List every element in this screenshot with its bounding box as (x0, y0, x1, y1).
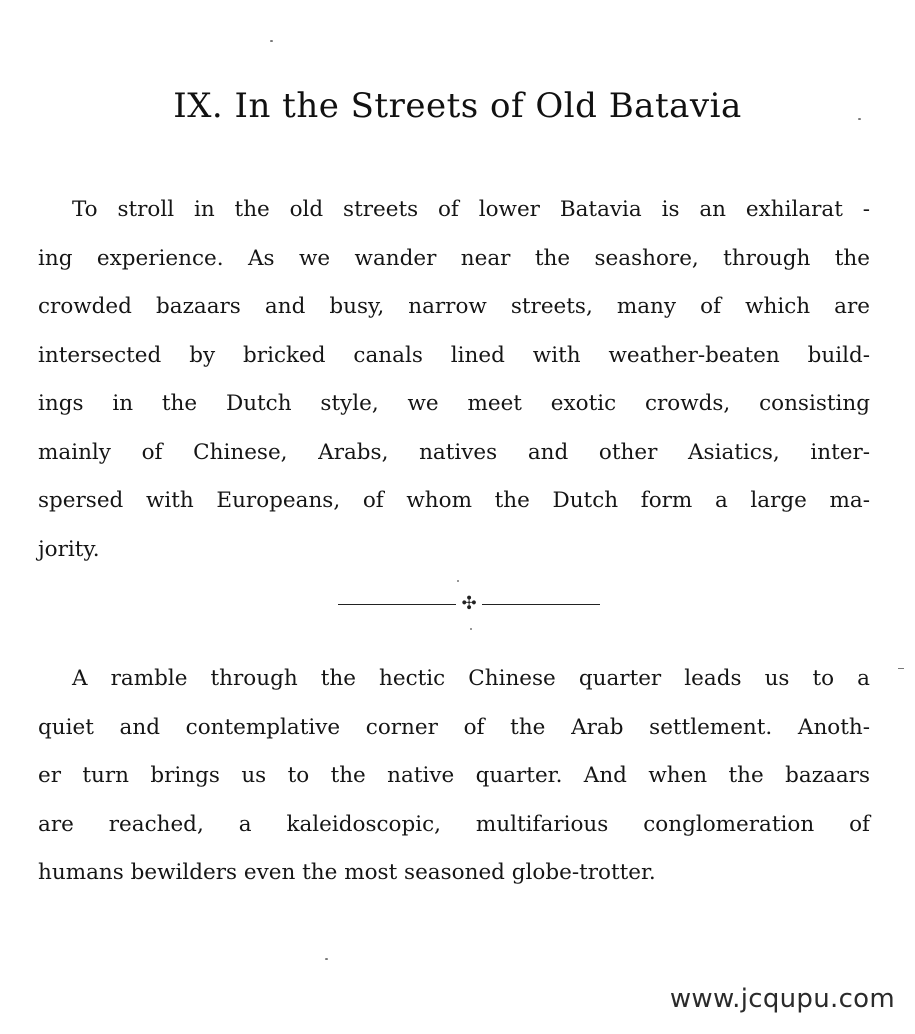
paragraph-line: spersed with Europeans, of whom the Dutch form a large ma- (38, 488, 870, 513)
paragraph-1 (38, 186, 870, 574)
print-speck (898, 668, 904, 669)
print-speck (470, 628, 472, 630)
paragraph-line: intersected by bricked canals lined with weather-beaten build- (38, 342, 870, 368)
paragraph-line: To stroll in the old streets of lower Batavia is an exhilarat - (72, 197, 870, 222)
paragraph-line: ings in the Dutch style, we meet exotic crowds, consisting (38, 391, 870, 416)
paragraph-line: A ramble through the hectic Chinese quarter leads us to a (72, 666, 870, 691)
print-speck (858, 118, 861, 120)
paragraph-2 (38, 655, 870, 898)
divider-rule-left (338, 604, 456, 605)
paragraph-line: crowded bazaars and busy, narrow streets, many of which are (38, 294, 870, 319)
paragraph-line: humans bewilders even the most seasoned globe-trotter. (38, 860, 656, 885)
print-speck (325, 958, 328, 960)
paragraph-line: quiet and contemplative corner of the Arab settlement. Anoth- (38, 714, 870, 740)
divider-rule-right (482, 604, 600, 605)
section-divider (336, 592, 602, 616)
chapter-title: IX. In the Streets of Old Batavia (173, 86, 742, 126)
print-speck (270, 40, 273, 42)
paragraph-line: er turn brings us to the native quarter. And when the bazaars (38, 763, 870, 788)
paragraph-line: are reached, a kaleidoscopic, multifarious conglomeration of (38, 811, 870, 837)
paragraph-line: mainly of Chinese, Arabs, natives and other Asiatics, inter- (38, 439, 870, 465)
print-speck (457, 580, 459, 582)
section-divider-ornament-icon: ✣ (461, 593, 477, 614)
paragraph-line: jority. (38, 536, 100, 562)
paragraph-line: ing experience. As we wander near the seashore, through the (38, 245, 870, 271)
site-watermark: www.jcqupu.com (669, 984, 895, 1014)
